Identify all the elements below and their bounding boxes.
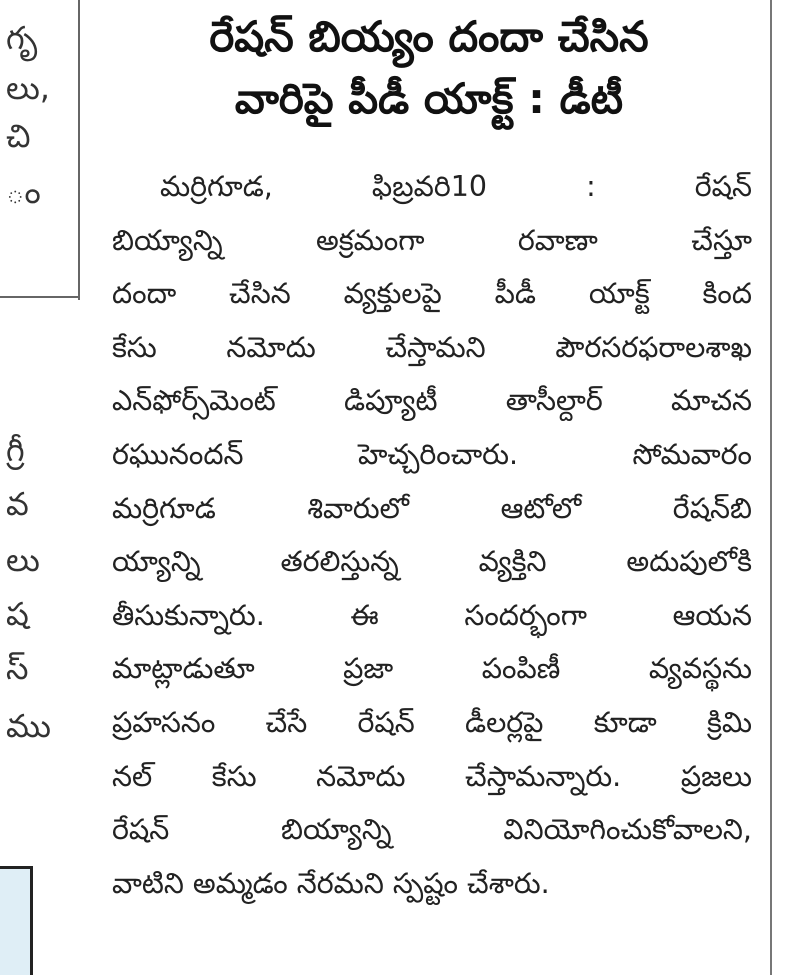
body-line: కేసు నమోదు చేస్తామని పౌరసరఫరాలశాఖ [112,330,752,364]
article-headline [102,6,756,130]
body-line: ఎన్‌ఫోర్స్‌మెంట్ డిప్యూటీ తాసీల్దార్ మాచన [112,384,752,418]
headline-line: వారిపై పీడీ యాక్ట్ : డీటీ [234,74,624,123]
body-line: ప్రహసనం చేసే రేషన్ డీలర్లపై కూడా క్రిమి [112,705,752,739]
headline-line: రేషన్ బియ్యం దందా చేసిన [209,12,649,61]
body-line: వాటిని అమ్మడం నేరమని స్పష్టం చేశారు. [112,866,550,900]
adjacent-image-box-fragment [0,866,33,975]
fragment-text: ము [6,707,51,745]
column-divider-vertical [78,0,80,300]
fragment-text: గృ [6,19,38,57]
adjacent-column-fragment [0,0,78,975]
body-line: య్యాన్ని తరలిస్తున్న వ్యక్తిని అదుపులోకి [112,545,752,579]
fragment-text: స్ [6,649,29,687]
body-line: రేషన్ బియ్యాన్ని వినియోగించుకోవాలని, [112,813,752,847]
body-line: బియ్యాన్ని అక్రమంగా రవాణా చేస్తూ [112,223,752,257]
body-line: నల్ కేసు నమోదు చేస్తామన్నారు. ప్రజలు [112,759,752,793]
fragment-text: లు, [6,69,50,107]
fragment-text: లు [6,541,40,579]
body-line: మర్రిగూడ శివారులో ఆటోలో రేషన్‌బి [112,491,752,525]
fragment-text: ష [6,595,29,633]
fragment-text: గ్రీ [6,431,25,469]
body-line: మాట్లాడుతూ ప్రజా పంపిణీ వ్యవస్థను [112,652,752,686]
article-body [112,160,752,910]
column-divider-right [770,0,772,975]
fragment-text: చి [6,117,31,155]
body-line: మర్రిగూడ, ఫిబ్రవరి10 : రేషన్ [160,170,752,203]
fragment-text: ం [6,173,41,211]
body-line: దందా చేసిన వ్యక్తులపై పీడీ యాక్ట్ కింద [112,277,752,311]
body-line: తీసుకున్నారు. ఈ సందర్భంగా ఆయన [112,598,752,632]
fragment-text: వ [6,485,29,523]
column-divider-horizontal [0,296,80,298]
body-line: రఘునందన్ హెచ్చరించారు. సోమవారం [112,437,752,471]
